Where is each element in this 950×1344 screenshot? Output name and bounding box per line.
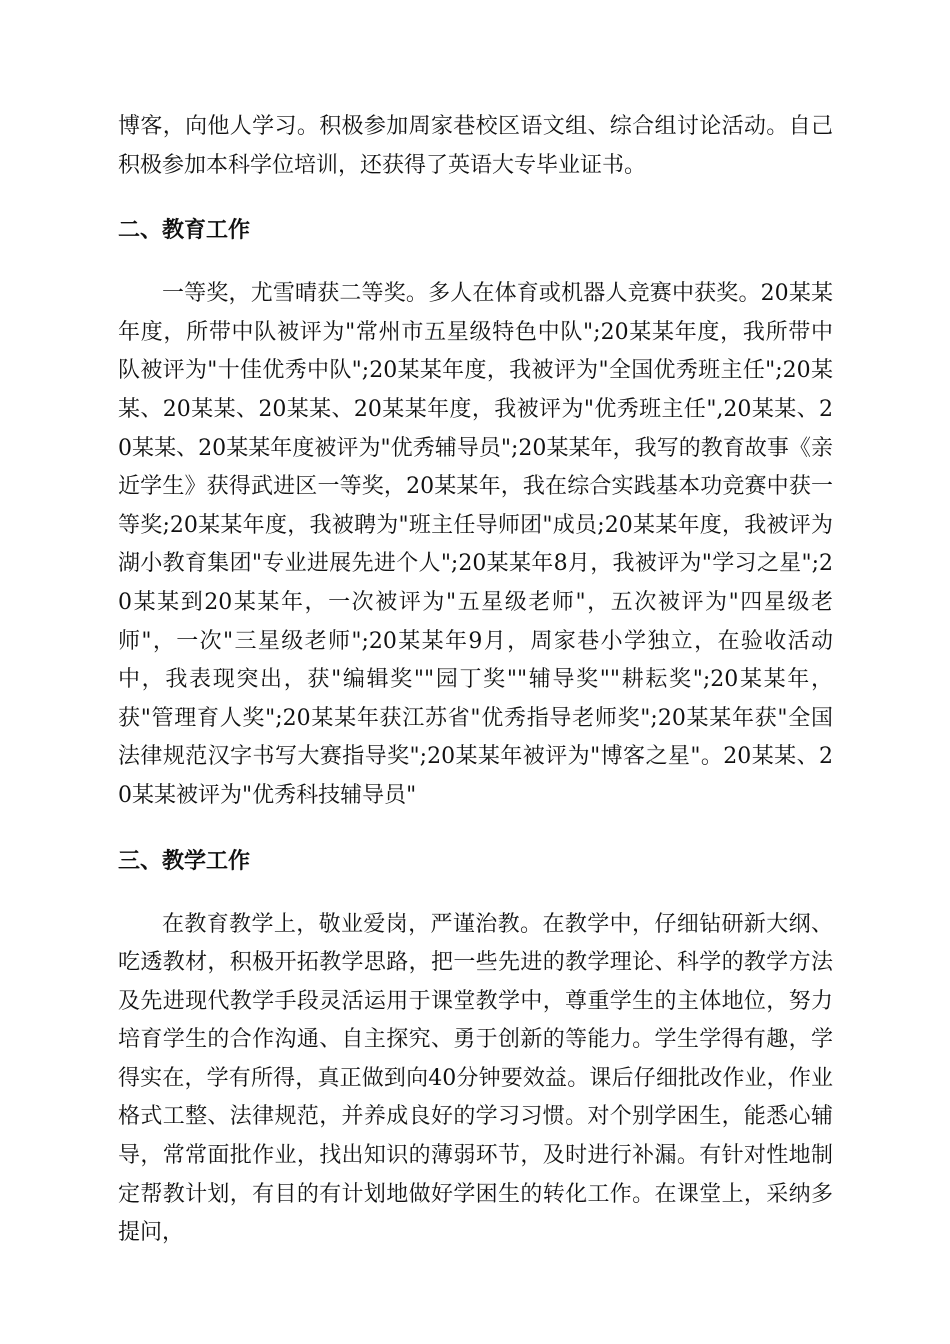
heading-education: 二、教育工作 <box>118 218 251 244</box>
document-page <box>118 108 833 1253</box>
paragraph-intro: 博客，向他人学习。积极参加周家巷校区语文组、综合组讨论活动。自己积极参加本科学位培训，还获得了英语大专毕业证书。 <box>118 114 833 178</box>
heading-teaching: 三、教学工作 <box>118 848 251 874</box>
paragraph-teaching: 在教育教学上，敬业爱岗，严谨治教。在教学中，仔细钻研新大纲、吃透教材，积极开拓教学思路，把一些先进的教学理论、科学的教学方法及先进现代教学手段灵活运用于课堂教学中，尊重学生的主体地位，努力培育学生的合作沟通、自主探究、勇于创新的等能力。学生学得有趣，学得实在，学有所得，真正做到向40分钟要效益。课后仔细批改作业，作业格式工整、法律规范，并养成良好的学习习惯。对个别学困生，能悉心辅导，常常面批作业，找出知识的薄弱环节，及时进行补漏。有针对性地制定帮教计划，有目的有计划地做好学困生的转化工作。在课堂上，采纳多提问， <box>118 911 833 1246</box>
paragraph-education: 一等奖，尤雪晴获二等奖。多人在体育或机器人竞赛中获奖。20某某年度，所带中队被评为"常州市五星级特色中队";20某某年度，我所带中队被评为"十佳优秀中队";20某某年度，我被评为"全国优秀班主任";20某某、20某某、20某某、20某某年度，我被评为"优秀班主任",20某某、20某某、20某某年度被评为"优秀辅导员";20某某年，我写的教育故事《亲近学生》获得武进区一等奖，20某某年，我在综合实践基本功竞赛中获一等奖;20某某年度，我被聘为"班主任导师团"成员;20某某年度，我被评为湖小教育集团"专业进展先进个人";20某某年8月，我被评为"学习之星";20某某到20某某年，一次被评为"五星级老师"，五次被评为"四星级老师"，一次"三星级老师";20某某年9月，周家巷小学独立，在验收活动中，我表现突出，获"编辑奖""园丁奖""辅导奖""耕耘奖";20某某年，获"管理育人奖";20某某年获江苏省"优秀指导老师奖";20某某年获"全国法律规范汉字书写大赛指导奖";20某某年被评为"博客之星"。20某某、20某某被评为"优秀科技辅导员" <box>118 281 833 808</box>
